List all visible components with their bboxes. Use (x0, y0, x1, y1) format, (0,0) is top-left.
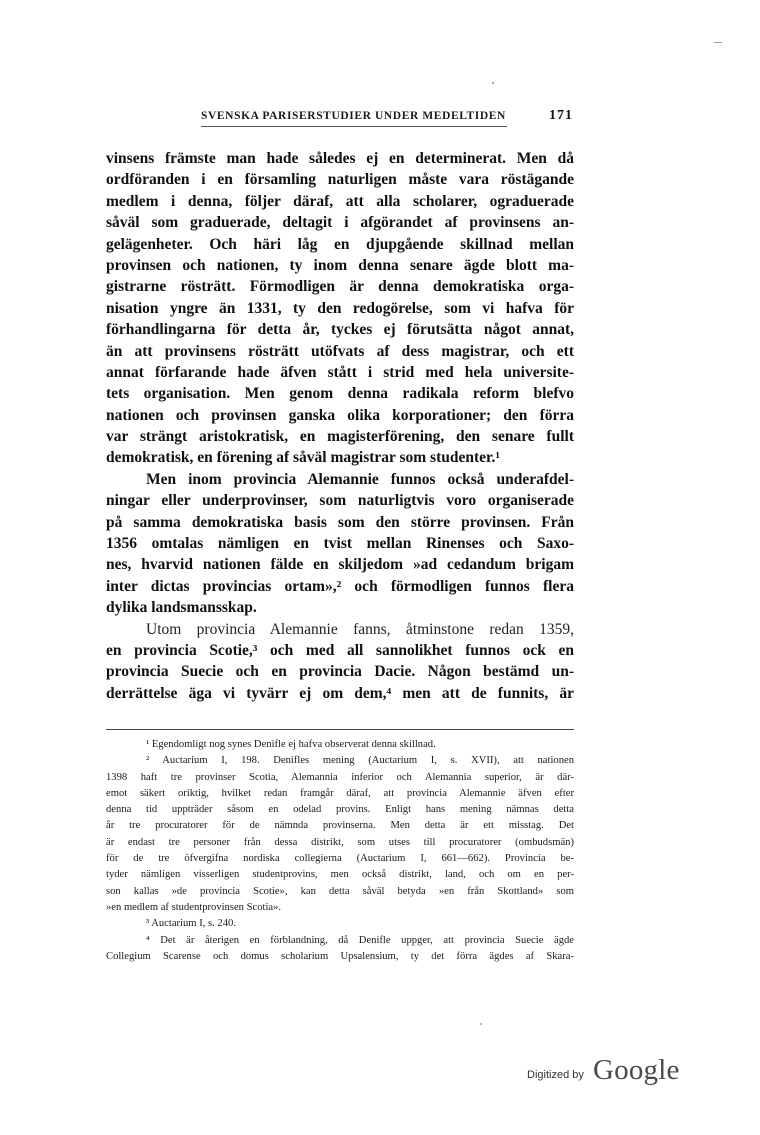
text-line: nisation yngre än 1331, ty den redogörelse, som vi hafva för (106, 299, 574, 317)
text-line: än att provinsens rösträtt utöfvats af dess magistrar, och ett (106, 342, 574, 360)
text-line: på samma demokratiska basis som den större provinsen. Från (106, 513, 574, 531)
text-line: demokratisk, en förening af såväl magistrar som studenter.¹ (106, 449, 501, 467)
text-line: dylika landsmansskap. (106, 599, 257, 617)
text-line: vinsens främste man hade således ej en determinerat. Men då (106, 150, 574, 167)
text-line: Men inom provincia Alemannie funnos också underafdel- (146, 470, 574, 488)
text-line: medlem i denna, följer däraf, att alla scholarer, ograduerade (106, 192, 574, 210)
footnote-line: emot säkert oriktig, hvilket redan framgår däraf, att provincia Alemannie äfven efter (106, 787, 574, 799)
footnote-line: ¹ Egendomligt nog synes Denifle ej hafva observerat denna skillnad. (146, 739, 436, 750)
text-line: förhandlingarna för detta år, tyckes ej förutsätta något annat, (106, 321, 574, 339)
text-line: gelägenheter. Och häri låg en djupgående skillnad mellan (106, 235, 574, 253)
text-line: inter dictas provincias ortam»,² och förmodligen funnos flera (106, 577, 574, 595)
text-line: ordföranden i en församling naturligen måste vara röstägande (106, 171, 574, 189)
footnote-line: tyder nämligen visserligen studentprovins, men också distrikt, land, och om en per- (106, 869, 574, 881)
text-line: provinsen och nationen, ty inom denna senare ägde blott ma- (106, 256, 574, 274)
running-head (105, 108, 573, 128)
footnote-line: år tre procuratorer för de nämnda provinserna. Men detta är ett misstag. Det (106, 820, 574, 832)
text-line: var strängt aristokratisk, en magisterförening, den senare fullt (106, 428, 574, 446)
footnote-line: ² Auctarium I, 198. Denifles mening (Auctarium I, s. XVII), att nationen (146, 755, 574, 767)
text-line: tets organisation. Men genom denna radikala reform blefvo (106, 385, 574, 403)
footnote-line: ⁴ Det är återigen en förblandning, då Denifle uppger, att provincia Suecie ägde (146, 934, 574, 946)
text-line: derrättelse äga vi tyvärr ej om dem,⁴ men att de funnits, är (106, 684, 574, 702)
running-head-title: SVENSKA PARISERSTUDIER UNDER MEDELTIDEN (201, 110, 506, 122)
body-text (106, 148, 574, 704)
footnote-line: är endast tre personer från dessa distrikt, som utses till procuratorer (ombudsmän) (106, 836, 574, 848)
footnote-line: son kallas »de provincia Scotie», kan detta såväl betyda »en från Skottland» som (106, 885, 574, 897)
footnote-line: för de tre öfvergifna nordiska collegierna (Auctarium I, 661—662). Provincia be- (106, 853, 574, 865)
text-line: såväl som graduerade, deltagit i afgörandet af provinsens an- (106, 214, 574, 232)
digitized-by-google-watermark (527, 1054, 697, 1088)
text-line: nes, hvarvid nationen fälde en skiljedom »ad cedandum brigam (106, 556, 574, 574)
header-rule (201, 126, 507, 127)
footnote-line: »en medlem af studentprovinsen Scotia». (106, 901, 282, 913)
footnote-rule (106, 729, 574, 730)
footnote-line: ³ Auctarium I, s. 240. (146, 918, 236, 930)
footnote-line: denna tid uppträder såsom en odelad provins. Enligt hans mening nämnas detta (106, 804, 574, 816)
text-line: 1356 omtalas nämligen en tvist mellan Rinenses och Saxo- (106, 535, 574, 553)
margin-mark (714, 42, 722, 43)
watermark-prefix: Digitized by (527, 1069, 584, 1081)
footnotes (106, 737, 574, 965)
footnote-line: 1398 haft tre provinser Scotia, Alemannia inferior och Alemannia superior, är där- (106, 771, 574, 783)
text-line: Utom provincia Alemannie fanns, åtminstone redan 1359, (146, 620, 574, 638)
page-number: 171 (549, 108, 573, 123)
text-line: nationen och provinsen ganska olika korporationer; den förra (106, 406, 574, 424)
scan-speck (480, 1023, 482, 1025)
text-line: provincia Suecie och en provincia Dacie. Någon bestämd un- (106, 663, 574, 681)
text-line: gistrarne rösträtt. Förmodligen är denna demokratiska orga- (106, 278, 574, 296)
footnote-line: Collegium Scarense och domus scholarium Upsalensium, ty det förra ägdes af Skara- (106, 950, 574, 962)
text-line: annat förfarande hade äfven stått i strid med hela universite- (106, 363, 574, 381)
google-logo: Google (593, 1054, 680, 1086)
text-line: ningar eller underprovinser, som naturligtvis voro organiserade (106, 492, 574, 510)
text-line: en provincia Scotie,³ och med all sannolikhet funnos ock en (106, 641, 574, 659)
scan-speck (492, 82, 494, 84)
